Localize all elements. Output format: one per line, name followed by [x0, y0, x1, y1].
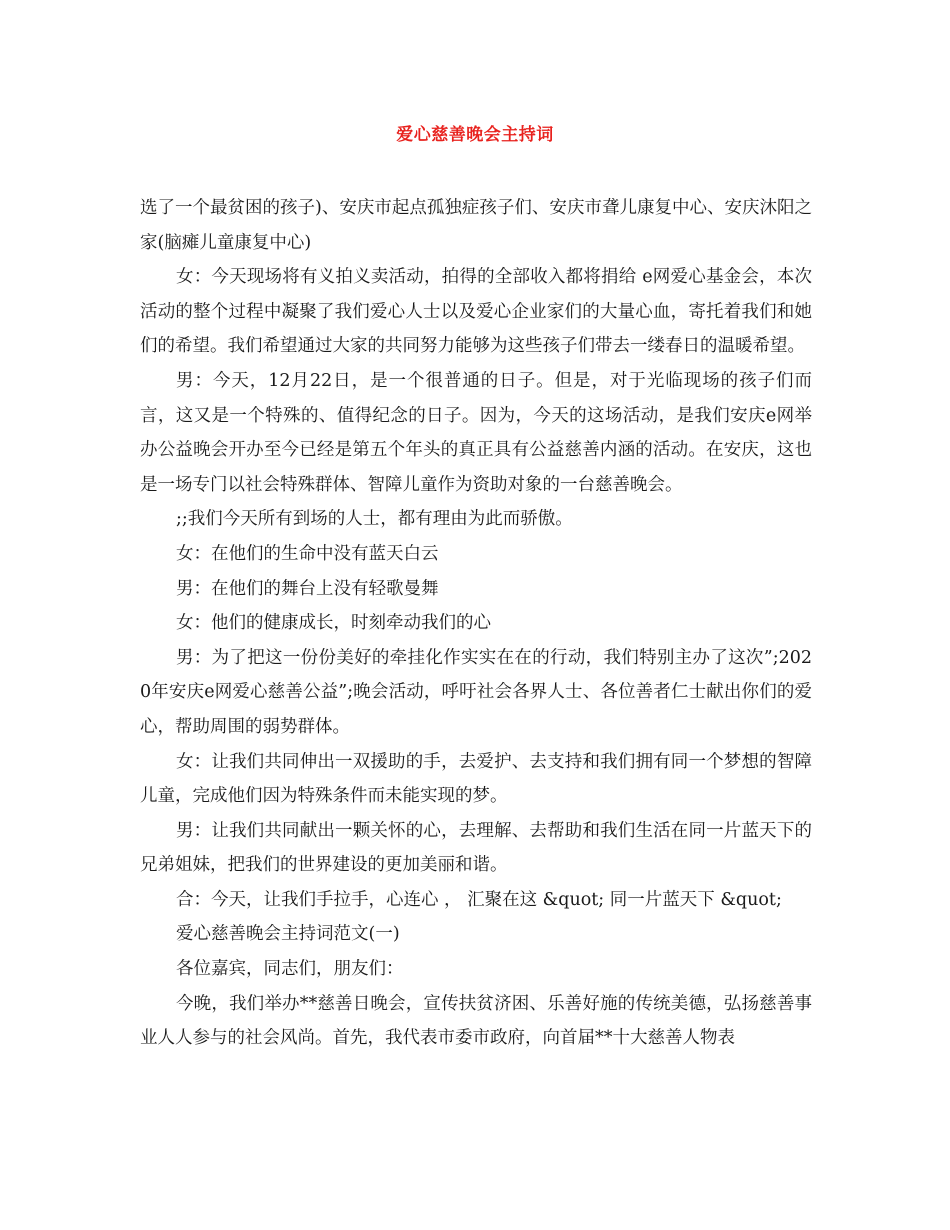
paragraph: 今晚，我们举办**慈善日晚会，宣传扶贫济困、乐善好施的传统美德，弘扬慈善事业人人参与的社会风尚。首先，我代表市委市政府，向首届**十大慈善人物表 [140, 993, 812, 1049]
paragraph: 男：在他们的舞台上没有轻歌曼舞 [176, 578, 439, 599]
paragraph: 男：今天，12月22日，是一个很普通的日子。但是，对于光临现场的孩子们而言，这又是一个特殊的、值得纪念的日子。因为，今天的这场活动，是我们安庆e网举办公益晚会开办至今已经是第五个年头的真正具有公益慈善内涵的活动。在安庆，这也是一场专门以社会特殊群体、智障儿童作为资助对象的一台慈善晚会。 [140, 370, 812, 495]
paragraph: 女：让我们共同伸出一双援助的手，去爱护、去支持和我们拥有同一个梦想的智障儿童，完成他们因为特殊条件而未能实现的梦。 [140, 751, 812, 807]
paragraph: 各位嘉宾，同志们，朋友们： [176, 959, 404, 980]
paragraph: 女：在他们的生命中没有蓝天白云 [176, 543, 439, 564]
document-body [140, 191, 812, 1056]
paragraph: 女：他们的健康成长，时刻牵动我们的心 [176, 613, 491, 634]
paragraph: 女：今天现场将有义拍义卖活动，拍得的全部收入都将捐给 e网爱心基金会，本次活动的整个过程中凝聚了我们爱心人士以及爱心企业家们的大量心血，寄托着我们和她们的希望。我们希望通过大家的共同努力能够为这些孩子们带去一缕春日的温暖希望。 [140, 267, 812, 357]
paragraph: 爱心慈善晚会主持词范文(一) [176, 924, 400, 945]
paragraph: 合：今天，让我们手拉手，心连心 ， 汇聚在这 &quot; 同一片蓝天下 &quot; [176, 889, 782, 910]
paragraph: 男：让我们共同献出一颗关怀的心，去理解、去帮助和我们生活在同一片蓝天下的兄弟姐妹，把我们的世界建设的更加美丽和谐。 [140, 820, 812, 876]
paragraph: ;;我们今天所有到场的人士，都有理由为此而骄傲。 [176, 509, 573, 530]
paragraph: 选了一个最贫困的孩子)、安庆市起点孤独症孩子们、安庆市聋儿康复中心、安庆沐阳之家(脑瘫儿童康复中心) [140, 198, 812, 253]
document-title: 爱心慈善晚会主持词 [396, 125, 554, 145]
paragraph: 男：为了把这一份份美好的牵挂化作实实在在的行动，我们特别主办了这次”;2020年安庆e网爱心慈善公益”;晚会活动，呼吁社会各界人士、各位善者仁士献出你们的爱心，帮助周围的弱势群体。 [140, 647, 812, 737]
